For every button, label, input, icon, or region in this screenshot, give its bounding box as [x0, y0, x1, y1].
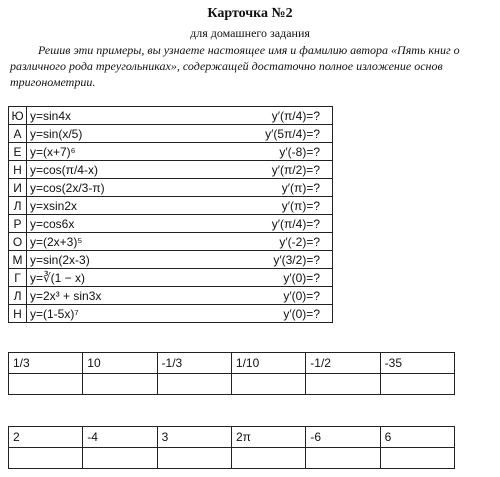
- task-function: y=sin4x: [30, 108, 72, 123]
- task-function: y=cos(2x/3-π): [30, 180, 105, 195]
- answer-value: -1/3: [157, 353, 231, 374]
- task-row: [9, 287, 333, 305]
- task-row: [9, 107, 333, 125]
- task-function: y=sin(2x-3): [30, 252, 90, 267]
- answer-letter-cell[interactable]: [231, 448, 305, 469]
- task-row: [9, 215, 333, 233]
- task-row: [9, 233, 333, 251]
- intro-text: Решив эти примеры, вы узнаете настоящее имя и фамилию автора «Пять книг о различного рода треугольниках», содержащей достаточно полное изложение основ тригонометрии.: [10, 43, 460, 89]
- task-row: [9, 269, 333, 287]
- answer-letter-cell[interactable]: [380, 374, 454, 395]
- answer-value: 2π: [231, 427, 305, 448]
- task-question: y′(5π/4)=?: [265, 126, 320, 141]
- task-letter: Н: [9, 305, 27, 323]
- task-content: [27, 197, 333, 215]
- task-content: [27, 305, 333, 323]
- task-content: [27, 215, 333, 233]
- tasks-table: [8, 106, 333, 323]
- answer-letter-cell[interactable]: [306, 374, 380, 395]
- task-question: y′(π/4)=?: [271, 216, 320, 231]
- task-letter: И: [9, 179, 27, 197]
- answers-table-1: [8, 352, 455, 395]
- task-row: [9, 197, 333, 215]
- answer-value: 3: [157, 427, 231, 448]
- task-content: [27, 233, 333, 251]
- task-function: y=(x+7)⁶: [30, 144, 76, 159]
- answer-letter-cell[interactable]: [380, 448, 454, 469]
- task-question: y′(-8)=?: [279, 144, 320, 159]
- task-content: [27, 179, 333, 197]
- answer-letter-cell[interactable]: [231, 374, 305, 395]
- task-letter: Н: [9, 161, 27, 179]
- task-function: y=cos6x: [30, 216, 75, 231]
- answer-value: 1/10: [231, 353, 305, 374]
- answer-letter-cell[interactable]: [9, 374, 83, 395]
- task-question: y′(0)=?: [283, 306, 320, 321]
- task-question: y′(π/4)=?: [271, 108, 320, 123]
- task-question: y′(0)=?: [283, 270, 320, 285]
- task-letter: Л: [9, 197, 27, 215]
- task-question: y′(π)=?: [281, 180, 320, 195]
- task-letter: М: [9, 251, 27, 269]
- task-function: y=sin(x/5): [30, 126, 83, 141]
- task-function: y=cos(π/4-x): [30, 162, 98, 177]
- task-content: [27, 161, 333, 179]
- answer-letter-cell[interactable]: [83, 374, 157, 395]
- answer-value: -35: [380, 353, 454, 374]
- task-content: [27, 287, 333, 305]
- task-row: [9, 179, 333, 197]
- answer-letter-cell[interactable]: [83, 448, 157, 469]
- task-content: [27, 251, 333, 269]
- task-function: y=xsin2x: [30, 198, 78, 213]
- answer-value: 2: [9, 427, 83, 448]
- task-row: [9, 125, 333, 143]
- task-letter: Р: [9, 215, 27, 233]
- answers-table-2: [8, 426, 455, 469]
- task-function: y=(2x+3)⁵: [30, 234, 83, 249]
- answer-value: -4: [83, 427, 157, 448]
- answers-row-values: [9, 427, 455, 448]
- answers-row-values: [9, 353, 455, 374]
- task-letter: Ю: [9, 107, 27, 125]
- task-letter: Г: [9, 269, 27, 287]
- answer-value: -6: [306, 427, 380, 448]
- task-question: y′(π/2)=?: [271, 162, 320, 177]
- task-content: [27, 269, 333, 287]
- task-letter: О: [9, 233, 27, 251]
- answer-letter-cell[interactable]: [9, 448, 83, 469]
- task-content: [27, 107, 333, 125]
- answers-row-blank: [9, 448, 455, 469]
- task-question: y′(0)=?: [283, 288, 320, 303]
- task-function: y=(1-5x)⁷: [30, 306, 79, 321]
- answer-letter-cell[interactable]: [306, 448, 380, 469]
- task-content: [27, 125, 333, 143]
- answers-row-blank: [9, 374, 455, 395]
- task-function: y=2x³ + sin3x: [30, 288, 102, 303]
- task-question: y′(π)=?: [281, 198, 320, 213]
- task-question: y′(-2)=?: [279, 234, 320, 249]
- task-row: [9, 143, 333, 161]
- answer-letter-cell[interactable]: [157, 374, 231, 395]
- task-letter: Е: [9, 143, 27, 161]
- answer-value: -1/2: [306, 353, 380, 374]
- answer-value: 1/3: [9, 353, 83, 374]
- card-title: Карточка №2: [207, 6, 293, 21]
- task-row: [9, 305, 333, 323]
- answer-value: 6: [380, 427, 454, 448]
- task-letter: Л: [9, 287, 27, 305]
- task-letter: А: [9, 125, 27, 143]
- answer-letter-cell[interactable]: [157, 448, 231, 469]
- task-function: y=∛(1 − x): [30, 270, 85, 285]
- task-question: y′(3/2)=?: [273, 252, 320, 267]
- task-row: [9, 161, 333, 179]
- task-content: [27, 143, 333, 161]
- task-row: [9, 251, 333, 269]
- card-subtitle: для домашнего задания: [190, 26, 310, 40]
- answer-value: 10: [83, 353, 157, 374]
